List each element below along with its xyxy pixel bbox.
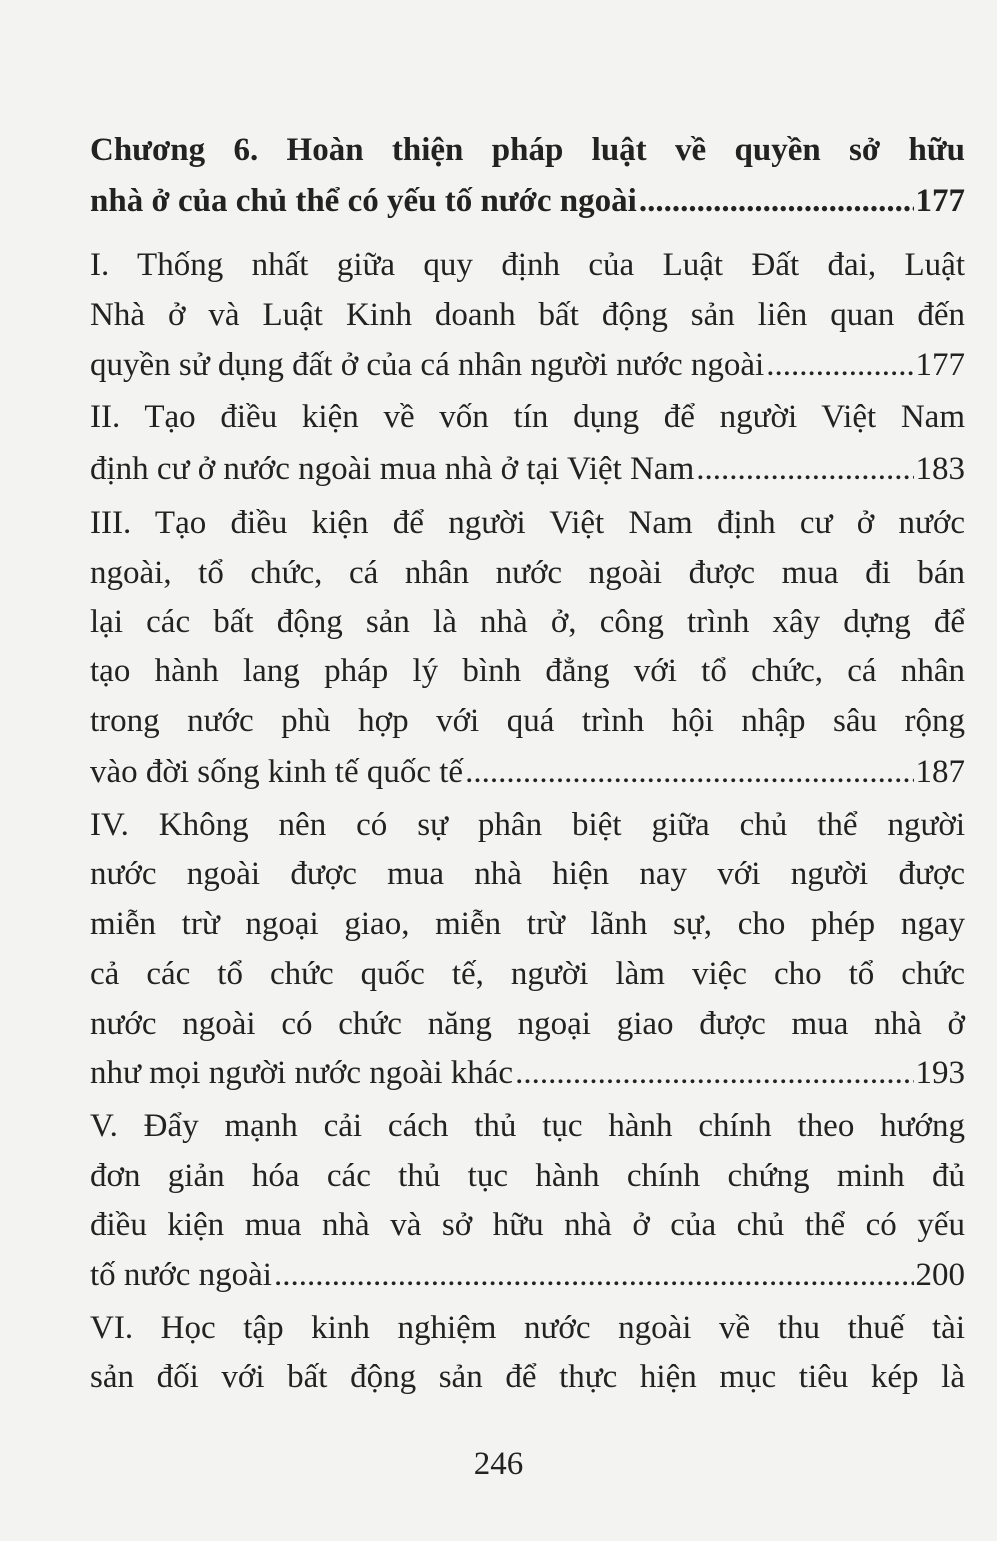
section-4-last-line: như mọi người nước ngoài khác <box>90 1055 514 1091</box>
section-1-page-number: 177 <box>915 347 965 383</box>
section-2-toc-line <box>90 449 965 489</box>
section-5-line-3: điều kiện mua nhà và sở hữu nhà ở của chủ thể có yếu <box>90 1207 965 1243</box>
section-4-line-1: IV. Không nên có sự phân biệt giữa chủ thể người <box>90 807 965 843</box>
section-4-line-4: cả các tổ chức quốc tế, người làm việc cho tổ chức <box>90 956 965 992</box>
chapter-title-line-1: Chương 6. Hoàn thiện pháp luật về quyền sở hữu <box>90 132 965 168</box>
section-5-line-2: đơn giản hóa các thủ tục hành chính chứng minh đủ <box>90 1158 965 1194</box>
section-5-page-number: 200 <box>915 1257 965 1293</box>
section-2-page-number: 183 <box>915 451 965 487</box>
section-6-line-1: VI. Học tập kinh nghiệm nước ngoài về thu thuế tài <box>90 1310 965 1346</box>
section-3-last-line: vào đời sống kinh tế quốc tế <box>90 754 464 790</box>
leader-dots <box>274 1255 914 1295</box>
section-1-last-line: quyền sử dụng đất ở của cá nhân người nước ngoài <box>90 347 765 383</box>
section-3-line-5: trong nước phù hợp với quá trình hội nhập sâu rộng <box>90 703 965 739</box>
section-3-toc-line <box>90 752 965 792</box>
section-1-line-1: I. Thống nhất giữa quy định của Luật Đất đai, Luật <box>90 247 965 283</box>
leader-dots <box>639 181 914 221</box>
section-4-toc-line <box>90 1053 965 1093</box>
section-3-line-2: ngoài, tổ chức, cá nhân nước ngoài được mua đi bán <box>90 555 965 591</box>
section-1-line-2: Nhà ở và Luật Kinh doanh bất động sản liên quan đến <box>90 297 965 333</box>
section-1-toc-line <box>90 345 965 385</box>
chapter-page-number: 177 <box>915 183 965 219</box>
section-5-last-line: tố nước ngoài <box>90 1257 272 1293</box>
chapter-title-toc-line <box>90 181 965 221</box>
section-6-line-2: sản đối với bất động sản để thực hiện mục tiêu kép là <box>90 1359 965 1395</box>
section-4-page-number: 193 <box>915 1055 965 1091</box>
section-2-last-line: định cư ở nước ngoài mua nhà ở tại Việt Nam <box>90 451 695 487</box>
page-number: 246 <box>473 1446 524 1482</box>
section-4-line-5: nước ngoài có chức năng ngoại giao được mua nhà ở <box>90 1006 965 1042</box>
section-3-line-1: III. Tạo điều kiện để người Việt Nam định cư ở nước <box>90 505 965 541</box>
leader-dots <box>696 449 913 489</box>
section-4-line-3: miễn trừ ngoại giao, miễn trừ lãnh sự, cho phép ngay <box>90 906 965 942</box>
leader-dots <box>766 345 913 385</box>
section-2-line-1: II. Tạo điều kiện về vốn tín dụng để người Việt Nam <box>90 399 965 435</box>
section-3-line-3: lại các bất động sản là nhà ở, công trình xây dựng để <box>90 604 965 640</box>
chapter-title-line-2: nhà ở của chủ thể có yếu tố nước ngoài <box>90 183 637 219</box>
leader-dots <box>515 1053 913 1093</box>
section-3-page-number: 187 <box>915 754 965 790</box>
leader-dots <box>465 752 913 792</box>
section-5-toc-line <box>90 1255 965 1295</box>
section-5-line-1: V. Đẩy mạnh cải cách thủ tục hành chính theo hướng <box>90 1108 965 1144</box>
section-3-line-4: tạo hành lang pháp lý bình đẳng với tổ chức, cá nhân <box>90 653 965 689</box>
section-4-line-2: nước ngoài được mua nhà hiện nay với người được <box>90 856 965 892</box>
